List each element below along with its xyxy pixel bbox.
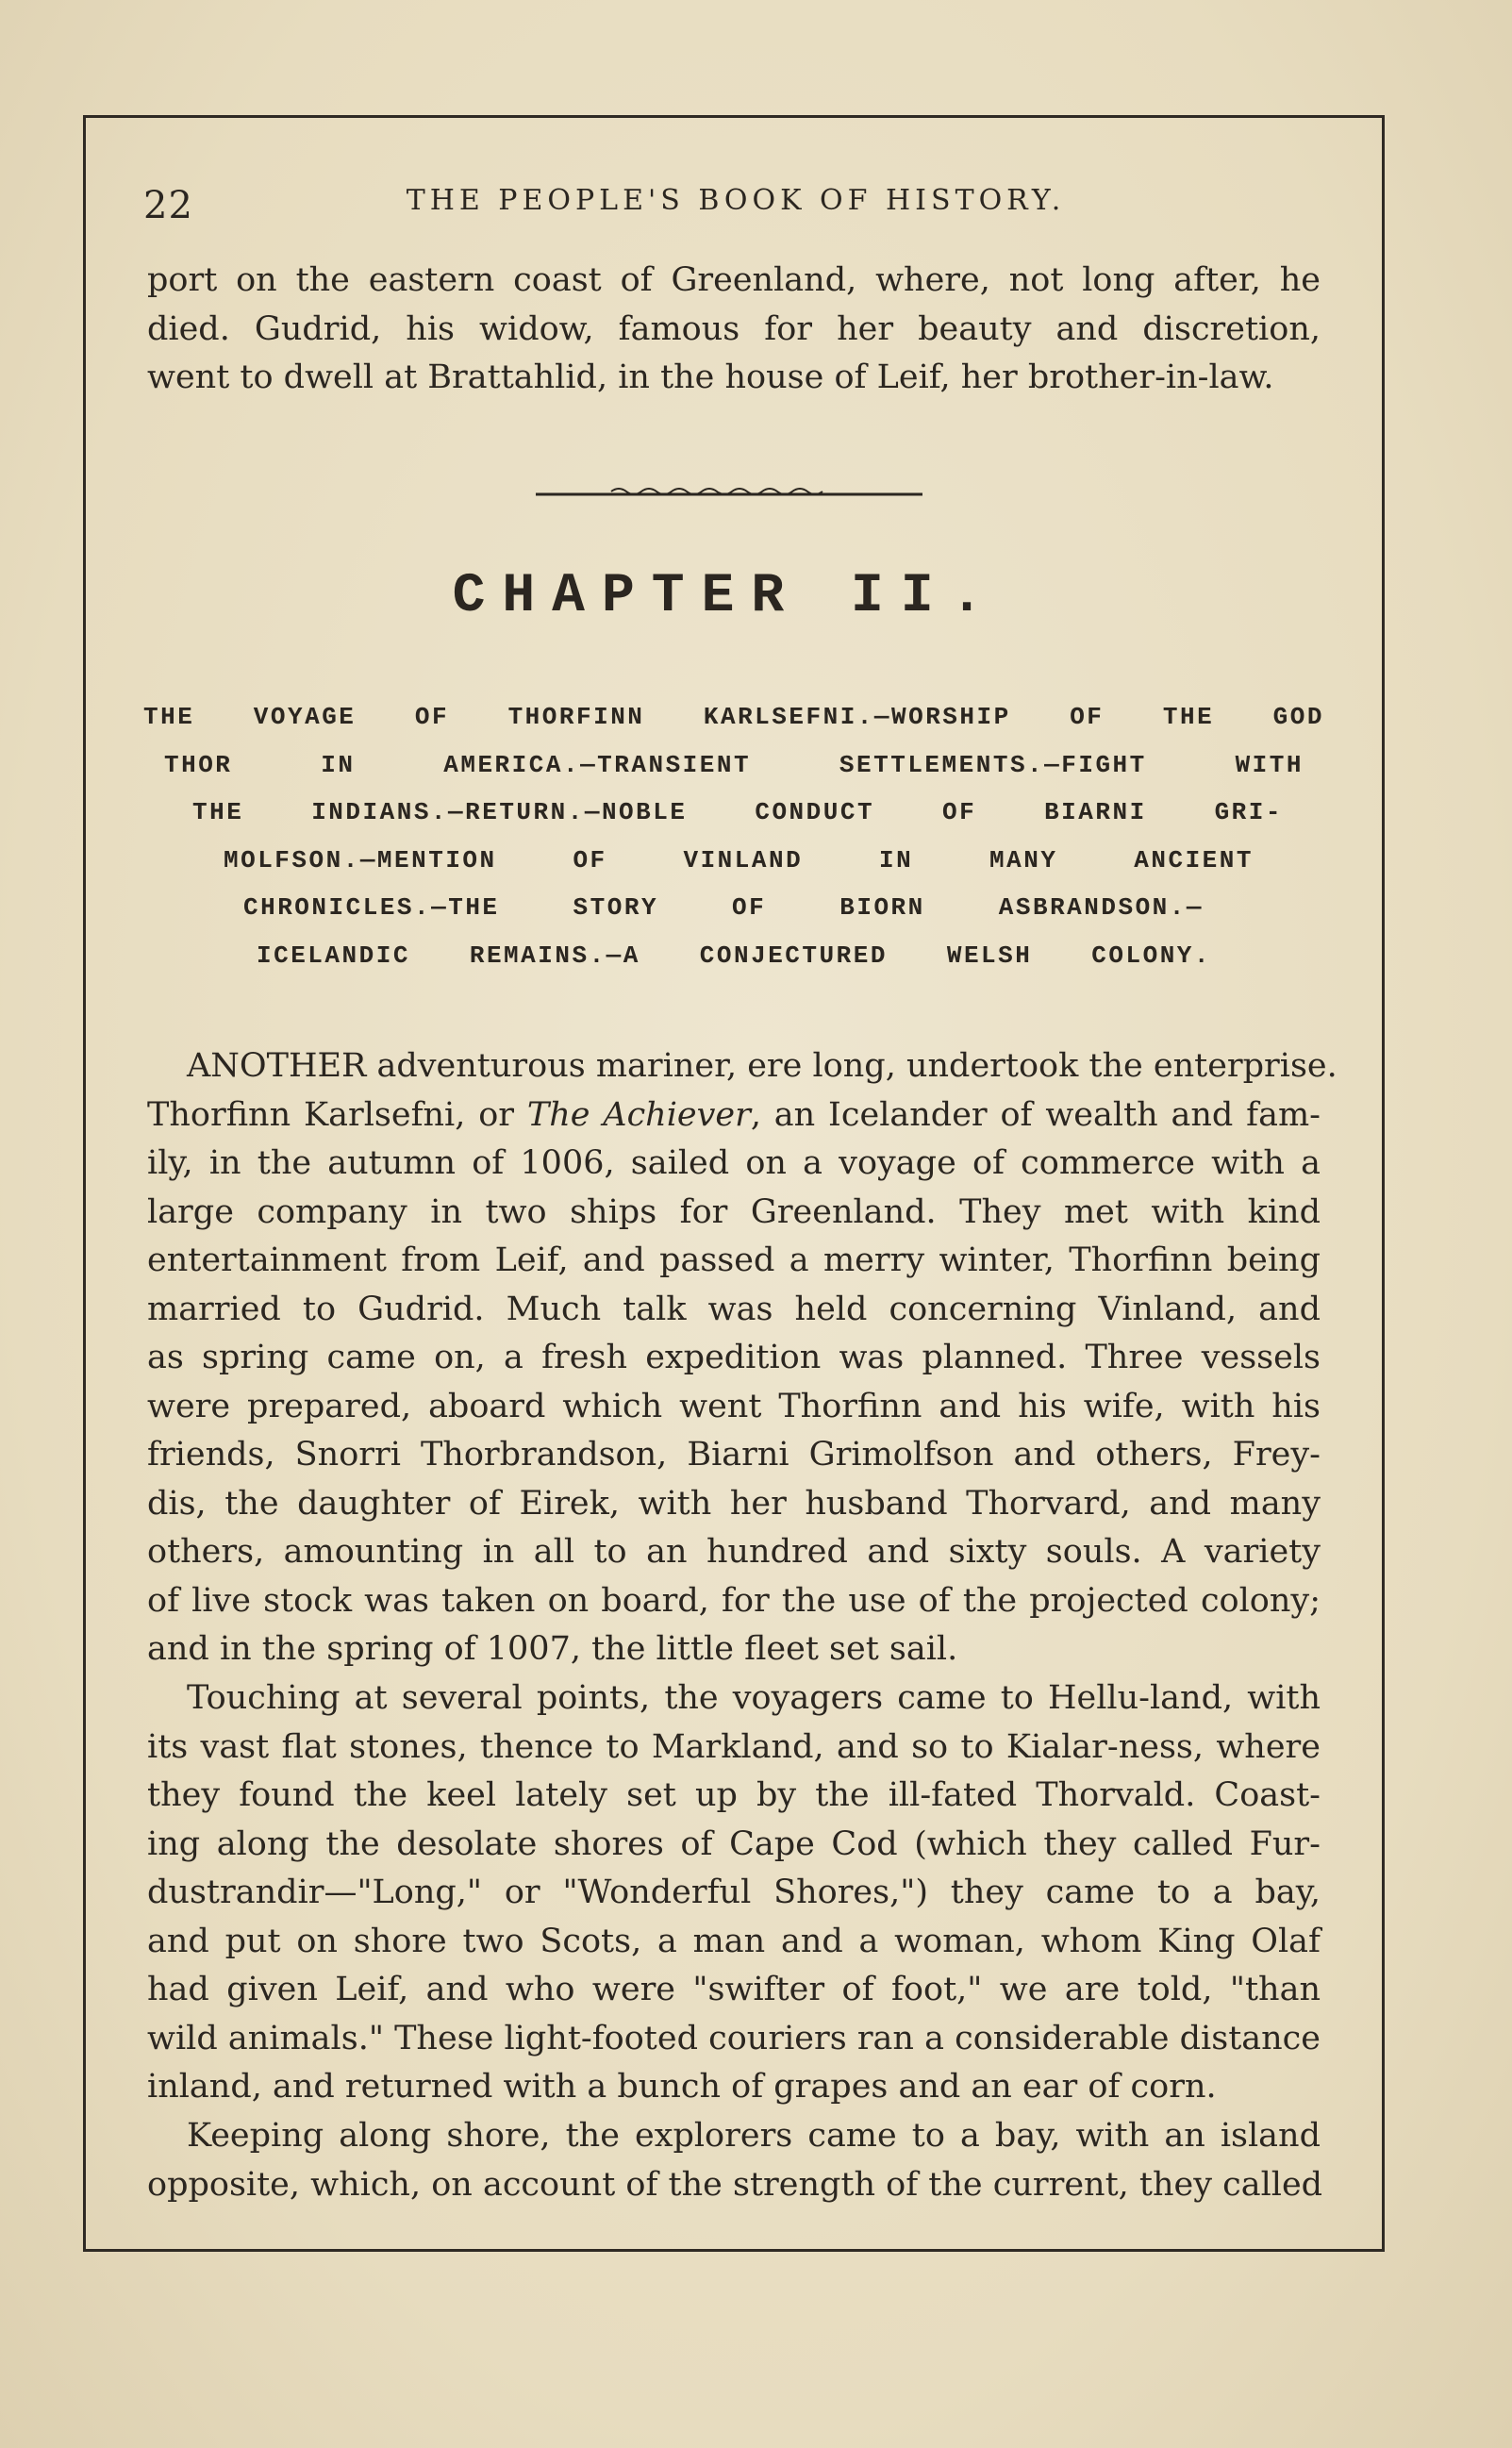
paragraph-3 bbox=[147, 2112, 1321, 2209]
text-line: opposite, which, on account of the strength of the current, they called bbox=[147, 2165, 1323, 2204]
text-line: others, amounting in all to an hundred and sixty souls. A variety bbox=[147, 1533, 1321, 1571]
synopsis-line: CHRONICLES.—THE STORY OF BIORN ASBRANDSON.— bbox=[243, 893, 1204, 922]
synopsis-line: MOLFSON.—MENTION OF VINLAND IN MANY ANCIENT bbox=[224, 845, 1254, 874]
synopsis-line: THE INDIANS.—RETURN.—NOBLE CONDUCT OF BIARNI GRI- bbox=[192, 798, 1283, 826]
ship-name-italic: The Achiever bbox=[526, 1095, 751, 1134]
text-line: ing along the desolate shores of Cape Cod (which they called Fur- bbox=[147, 1824, 1321, 1863]
text-line: friends, Snorri Thorbrandson, Biarni Grimolfson and others, Frey- bbox=[147, 1436, 1321, 1474]
text-fragment: Thorfinn Karlsefni, or bbox=[147, 1095, 527, 1134]
chapter-synopsis bbox=[143, 693, 1324, 979]
text-fragment: adventurous mariner, ere long, undertook the enterprise. bbox=[366, 1047, 1338, 1085]
text-line: port on the eastern coast of Greenland, where, not long after, he bbox=[147, 261, 1321, 299]
text-line: had given Leif, and who were "swifter of foot," we are told, "than bbox=[147, 1971, 1321, 2008]
page-number: 22 bbox=[143, 184, 193, 227]
text-line: dustrandir—"Long," or "Wonderful Shores,") they came to a bay, bbox=[147, 1873, 1321, 1911]
text-line: dis, the daughter of Eirek, with her husband Thorvard, and many bbox=[147, 1484, 1321, 1523]
text-line: married to Gudrid. Much talk was held concerning Vinland, and bbox=[147, 1290, 1321, 1328]
synopsis-line: THOR IN AMERICA.—TRANSIENT SETTLEMENTS.—FIGHT WITH bbox=[164, 750, 1304, 779]
lead-word: ANOTHER bbox=[187, 1047, 367, 1085]
text-line: Touching at several points, the voyagers came to Hellu-land, with bbox=[187, 1679, 1321, 1717]
text-line: Keeping along shore, the explorers came to a bay, with an island bbox=[187, 2117, 1321, 2155]
chapter-title: CHAPTER II. bbox=[452, 566, 1001, 627]
text-line bbox=[147, 1091, 1321, 1141]
text-line: large company in two ships for Greenland. They met with kind bbox=[147, 1192, 1321, 1231]
text-line: went to dwell at Brattahlid, in the house of Leif, her brother-in-law. bbox=[147, 358, 1274, 396]
text-line: inland, and returned with a bunch of grapes and an ear of corn. bbox=[147, 2068, 1217, 2106]
text-line: died. Gudrid, his widow, famous for her beauty and discretion, bbox=[147, 309, 1321, 348]
text-line: they found the keel lately set up by the ill-fated Thorvald. Coast- bbox=[147, 1776, 1321, 1814]
text-line: of live stock was taken on board, for the use of the projected colony; bbox=[147, 1581, 1321, 1620]
paragraph-1 bbox=[147, 1042, 1338, 1674]
text-line: wild animals." These light-footed couriers ran a considerable distance bbox=[147, 2019, 1321, 2057]
running-head: THE PEOPLE'S BOOK OF HISTORY. bbox=[406, 184, 1066, 217]
text-line: entertainment from Leif, and passed a merry winter, Thorfinn being bbox=[147, 1241, 1321, 1279]
text-line: as spring came on, a fresh expedition was planned. Three vessels bbox=[147, 1339, 1321, 1376]
text-fragment: , an Icelander of wealth and fam- bbox=[750, 1095, 1321, 1134]
intro-text bbox=[147, 257, 1321, 403]
synopsis-line: THE VOYAGE OF THORFINN KARLSEFNI.—WORSHIP OF THE GOD bbox=[143, 703, 1324, 731]
text-line: and in the spring of 1007, the little fleet set sail. bbox=[147, 1630, 958, 1668]
text-line: ily, in the autumn of 1006, sailed on a voyage of commerce with a bbox=[147, 1144, 1321, 1182]
text-line bbox=[147, 1042, 1338, 1091]
text-line: were prepared, aboard which went Thorfinn and his wife, with his bbox=[147, 1387, 1321, 1425]
synopsis-line: ICELANDIC REMAINS.—A CONJECTURED WELSH COLONY. bbox=[257, 941, 1211, 970]
text-line: its vast flat stones, thence to Markland, and so to Kialar-ness, where bbox=[147, 1727, 1321, 1766]
paragraph-2 bbox=[147, 1674, 1321, 2112]
text-line: and put on shore two Scots, a man and a woman, whom King Olaf bbox=[147, 1922, 1321, 1960]
section-divider-ornament bbox=[536, 481, 922, 504]
